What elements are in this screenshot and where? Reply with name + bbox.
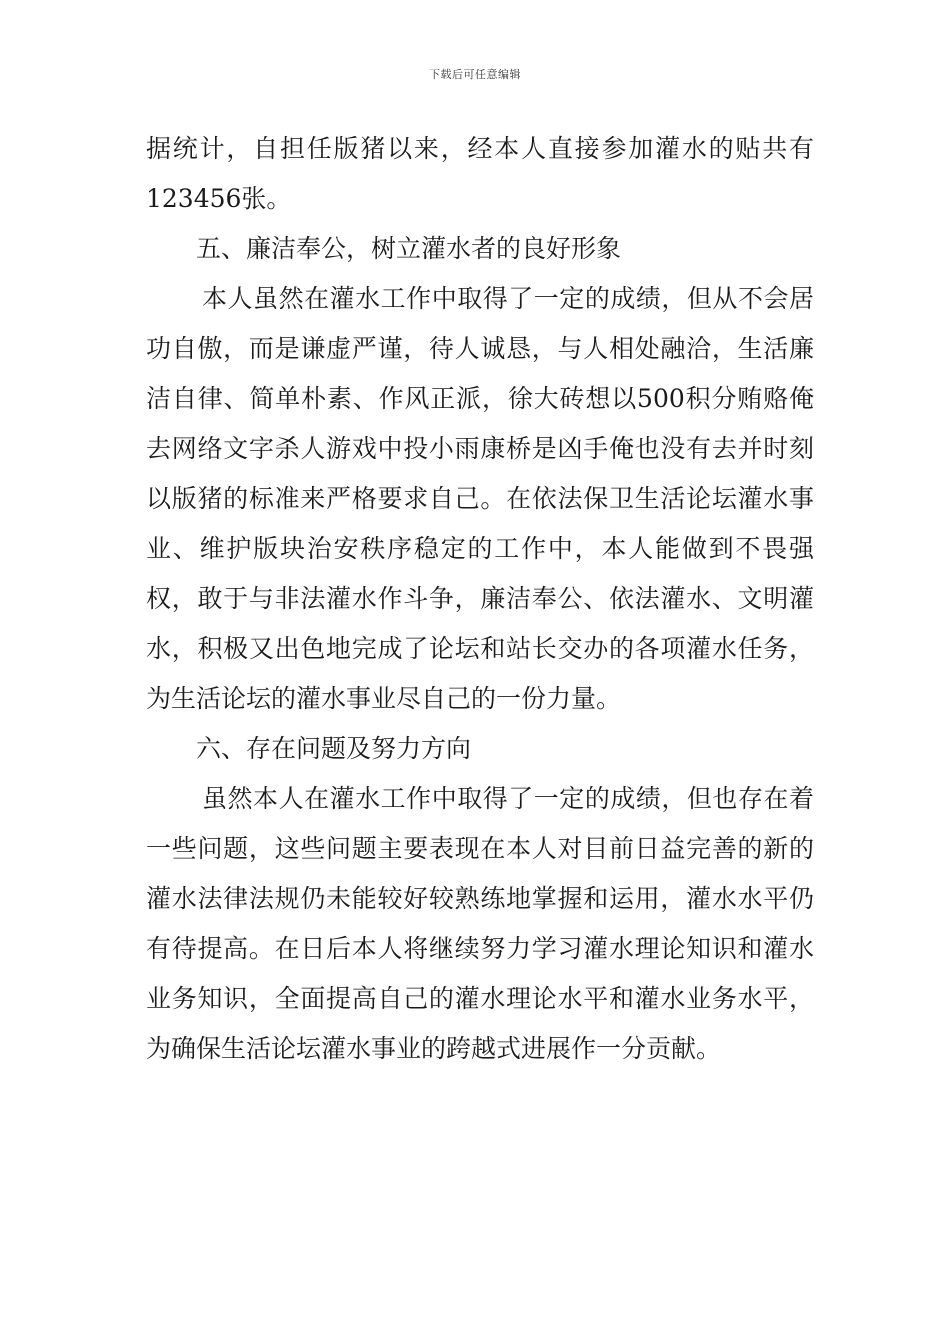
document-body xyxy=(146,124,814,1074)
section-heading-5: 五、廉洁奉公，树立灌水者的良好形象 xyxy=(196,234,622,263)
paragraph-statistics: 据统计，自担任版猪以来，经本人直接参加灌水的贴共有123456张。 xyxy=(146,134,814,213)
section-heading-6: 六、存在问题及努力方向 xyxy=(196,734,472,763)
page-header-note: 下载后可任意编辑 xyxy=(429,68,521,81)
paragraph-integrity: 本人虽然在灌水工作中取得了一定的成绩，但从不会居功自傲，而是谦虚严谨，待人诚恳，与人相处融洽，生活廉洁自律、简单朴素、作风正派，徐大砖想以500积分贿赂俺去网络文字杀人游戏中投小雨康桥是凶手俺也没有去并时刻以版猪的标准来严格要求自己。在依法保卫生活论坛灌水事业、维护版块治安秩序稳定的工作中，本人能做到不畏强权，敢于与非法灌水作斗争，廉洁奉公、依法灌水、文明灌水，积极又出色地完成了论坛和站长交办的各项灌水任务，为生活论坛的灌水事业尽自己的一份力量。 xyxy=(146,284,814,713)
paragraph-problems: 虽然本人在灌水工作中取得了一定的成绩，但也存在着一些问题，这些问题主要表现在本人对目前日益完善的新的灌水法律法规仍未能较好较熟练地掌握和运用，灌水水平仍有待提高。在日后本人将继续努力学习灌水理论知识和灌水业务知识，全面提高自己的灌水理论水平和灌水业务水平，为确保生活论坛灌水事业的跨越式进展作一分贡献。 xyxy=(146,784,814,1063)
